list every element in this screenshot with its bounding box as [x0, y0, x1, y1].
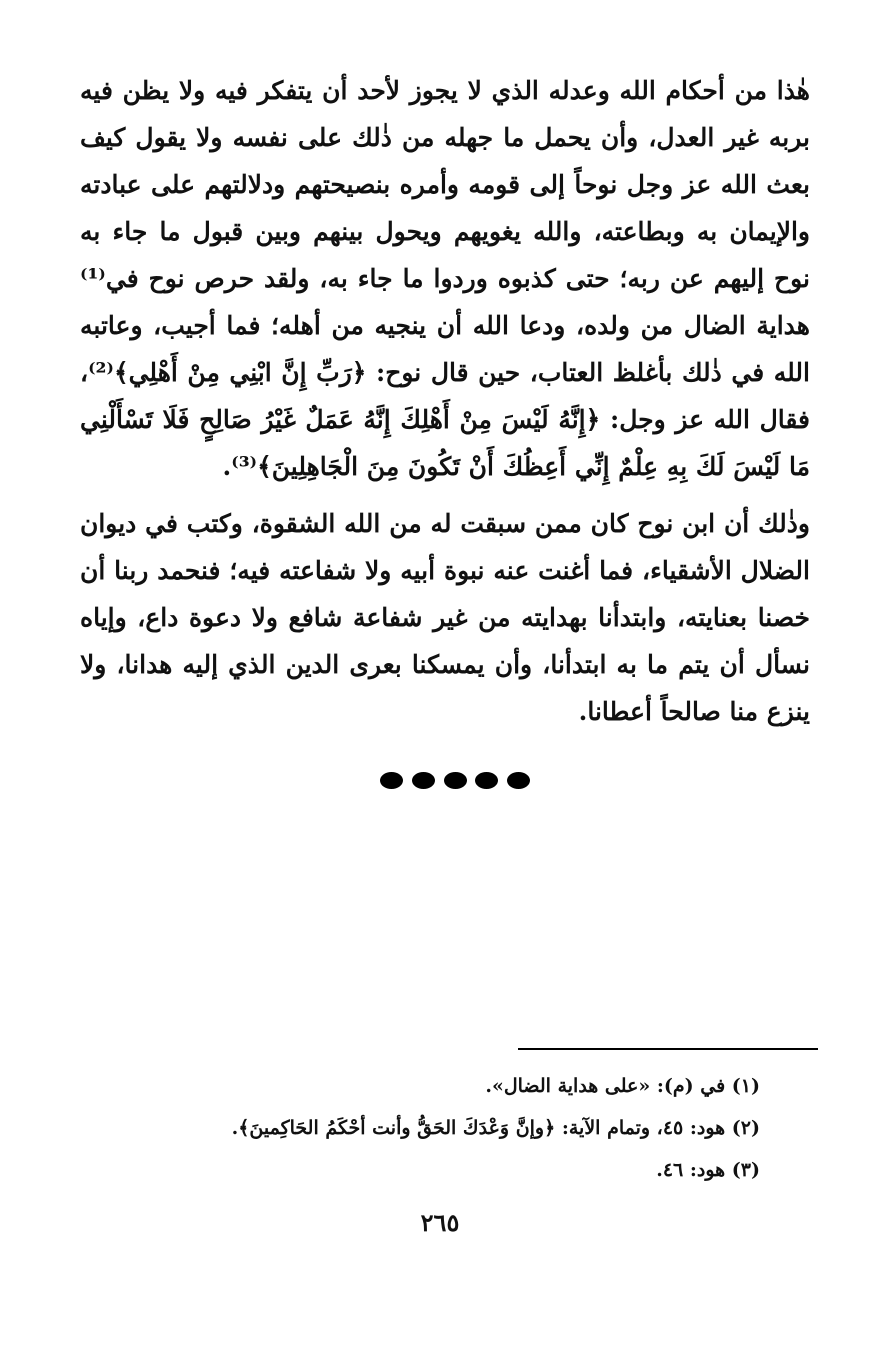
paragraph-2 — [80, 500, 810, 735]
separator-dot — [412, 772, 435, 789]
paragraph-1-text-end: . — [222, 452, 232, 481]
separator-dot — [444, 772, 467, 789]
paragraph-1-text-middle: ، فقال الله عز وجل: — [80, 358, 810, 434]
footnote-2: (٢) هود: ٤٥، وتمام الآية: ﴿وإنَّ وَعْدَكَ الحَقُّ وأنت أحْكَمُ الحَاكِمينَ﴾. — [231, 1117, 760, 1139]
separator-dot — [475, 772, 498, 789]
separator-dot — [380, 772, 403, 789]
footnote-ref-2: ⁽²⁾ — [88, 358, 114, 387]
section-separator — [380, 768, 530, 792]
paragraph-1-text-before: هٰذا من أحكام الله وعدله الذي لا يجوز لأحد أن يتفكر فيه ولا يظن فيه بربه غير العدل، وأن يحمل ما جهله من ذٰلك على نفسه ولا يقول كيف بعث الله عز وجل نوحاً إلى قومه وأمره بنصيحتهم ودلالتهم على عبادته والإيمان به وبطاعته، والله يغويهم ويحول بينهم وبين قبول ما جاء به نوح إليهم عن ربه؛ حتى كذبوه وردوا ما جاء به، ولقد حرص نوح في⁽¹⁾ هداية الضال من ولده، ودعا الله أن ينجيه من أهله؛ فما أجيب، وعاتبه الله في ذٰلك بأغلظ العتاب، حين قال نوح: — [80, 76, 810, 387]
quran-quote-1: ﴿رَبِّ إِنَّ ابْنِي مِنْ أَهْلِي﴾ — [113, 358, 367, 387]
separator-dot — [507, 772, 530, 789]
footnote-ref-3: ⁽³⁾ — [231, 452, 258, 481]
quran-quote-2: ﴿إِنَّهُ لَيْسَ مِنْ أَهْلِكَ إِنَّهُ عَمَلٌ غَيْرُ صَالِحٍ فَلَا تَسْأَلْنِي مَا لَيْسَ لَكَ بِهِ عِلْمٌ إِنِّي أَعِظُكَ أَنْ تَكُونَ مِنَ الْجَاهِلِينَ﴾ — [80, 405, 810, 481]
footnote-3: (٣) هود: ٤٦. — [656, 1159, 760, 1181]
paragraph-2-text: وذٰلك أن ابن نوح كان ممن سبقت له من الله الشقوة، وكتب في ديوان الضلال الأشقياء، فما أغنت عنه نبوة أبيه ولا شفاعته فيه؛ فنحمد ربنا أن خصنا بعنايته، وابتدأنا بهدايته من غير شفاعة شافع ولا دعوة داع، وإياه نسأل أن يتم ما به ابتدأنا، وأن يمسكنا بعرى الدين الذي إليه هدانا، ولا ينزع منا صالحاً أعطانا. — [80, 509, 810, 726]
footnotes — [150, 1065, 760, 1191]
page-number: ٢٦٥ — [420, 1208, 460, 1237]
footnote-divider — [518, 1048, 818, 1050]
footnote-1: (١) في (م): «على هداية الضال». — [485, 1075, 760, 1097]
paragraph-1 — [80, 67, 810, 490]
